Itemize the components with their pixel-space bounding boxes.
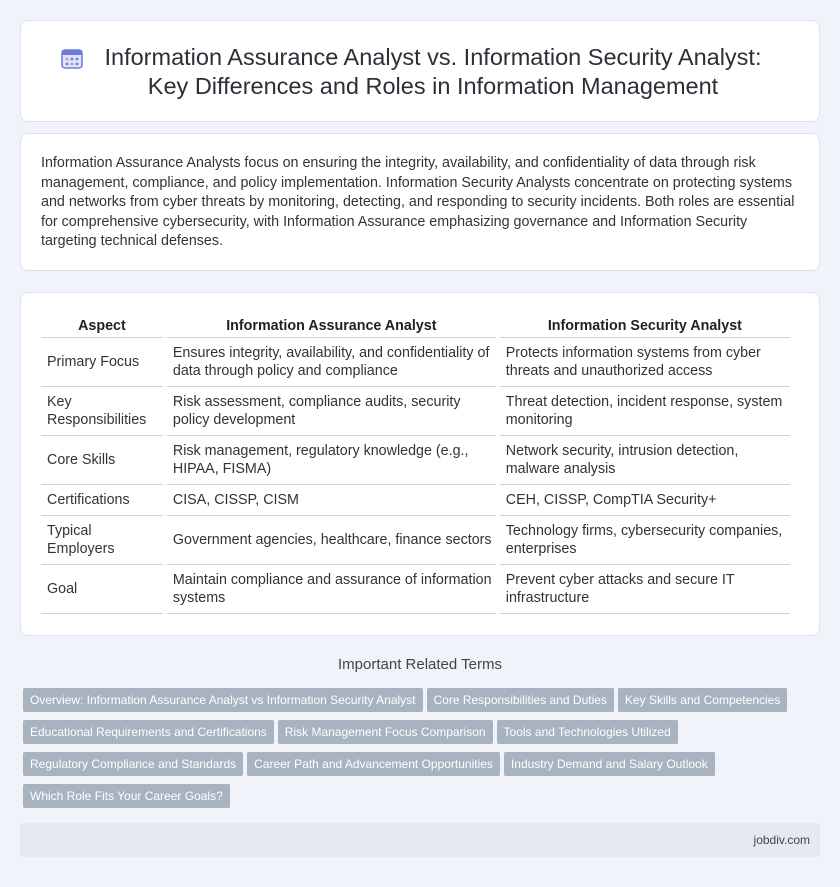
column-header: Information Security Analyst <box>500 317 790 338</box>
table-header-row <box>41 317 790 338</box>
related-terms-heading: Important Related Terms <box>338 656 502 673</box>
related-term-tag[interactable]: Industry Demand and Salary Outlook <box>504 752 715 776</box>
table-cell: CISA, CISSP, CISM <box>167 485 496 516</box>
table-cell: Key Responsibilities <box>41 387 163 436</box>
summary-card <box>20 133 820 271</box>
table-cell: Maintain compliance and assurance of information systems <box>167 565 496 614</box>
column-header: Information Assurance Analyst <box>167 317 496 338</box>
table-row <box>41 565 790 614</box>
related-term-tag[interactable]: Core Responsibilities and Duties <box>427 688 614 712</box>
table-cell: Primary Focus <box>41 338 163 387</box>
related-term-tag[interactable]: Which Role Fits Your Career Goals? <box>23 784 230 808</box>
related-term-tag[interactable]: Overview: Information Assurance Analyst vs Information Security Analyst <box>23 688 423 712</box>
table-cell: Core Skills <box>41 436 163 485</box>
footer <box>20 823 820 857</box>
related-term-tag[interactable]: Key Skills and Competencies <box>618 688 787 712</box>
summary-text: Information Assurance Analysts focus on ensuring the integrity, availability, and confidentiality of data through risk management, compliance, and policy implementation. Information Security Analysts concentrate on protecting systems and networks from cyber threats by monitoring, detecting, and responding to security incidents. Both roles are essential for comprehensive cybersecurity, with Information Assurance emphasizing governance and Information Security targeting technical defenses. <box>41 155 795 249</box>
table-row <box>41 436 790 485</box>
table-cell: Certifications <box>41 485 163 516</box>
table-cell: Protects information systems from cyber threats and unauthorized access <box>500 338 790 387</box>
table-row <box>41 338 790 387</box>
related-term-tag[interactable]: Career Path and Advancement Opportunities <box>247 752 500 776</box>
related-term-tag[interactable]: Tools and Technologies Utilized <box>497 720 678 744</box>
table-cell: Technology firms, cybersecurity companies, enterprises <box>500 516 790 565</box>
table-cell: Ensures integrity, availability, and confidentiality of data through policy and compliance <box>167 338 496 387</box>
footer-site-link[interactable]: jobdiv.com <box>753 833 810 847</box>
comparison-table <box>37 317 794 614</box>
table-cell: Typical Employers <box>41 516 163 565</box>
table-cell: Prevent cyber attacks and secure IT infrastructure <box>500 565 790 614</box>
table-cell: Risk management, regulatory knowledge (e.g., HIPAA, FISMA) <box>167 436 496 485</box>
table-cell: Threat detection, incident response, system monitoring <box>500 387 790 436</box>
related-term-tag[interactable]: Risk Management Focus Comparison <box>278 720 493 744</box>
table-cell: CEH, CISSP, CompTIA Security+ <box>500 485 790 516</box>
related-term-tag[interactable]: Regulatory Compliance and Standards <box>23 752 243 776</box>
table-cell: Goal <box>41 565 163 614</box>
page-title: Information Assurance Analyst vs. Information Security Analyst: Key Differences and Roles in Information Management <box>104 44 762 99</box>
related-terms-list <box>23 688 813 816</box>
table-row <box>41 387 790 436</box>
table-row <box>41 485 790 516</box>
table-row <box>41 516 790 565</box>
title-card <box>20 20 820 122</box>
table-cell: Government agencies, healthcare, finance sectors <box>167 516 496 565</box>
table-cell: Network security, intrusion detection, malware analysis <box>500 436 790 485</box>
related-term-tag[interactable]: Educational Requirements and Certifications <box>23 720 274 744</box>
comparison-table-card <box>20 292 820 636</box>
table-cell: Risk assessment, compliance audits, security policy development <box>167 387 496 436</box>
column-header: Aspect <box>41 317 163 338</box>
